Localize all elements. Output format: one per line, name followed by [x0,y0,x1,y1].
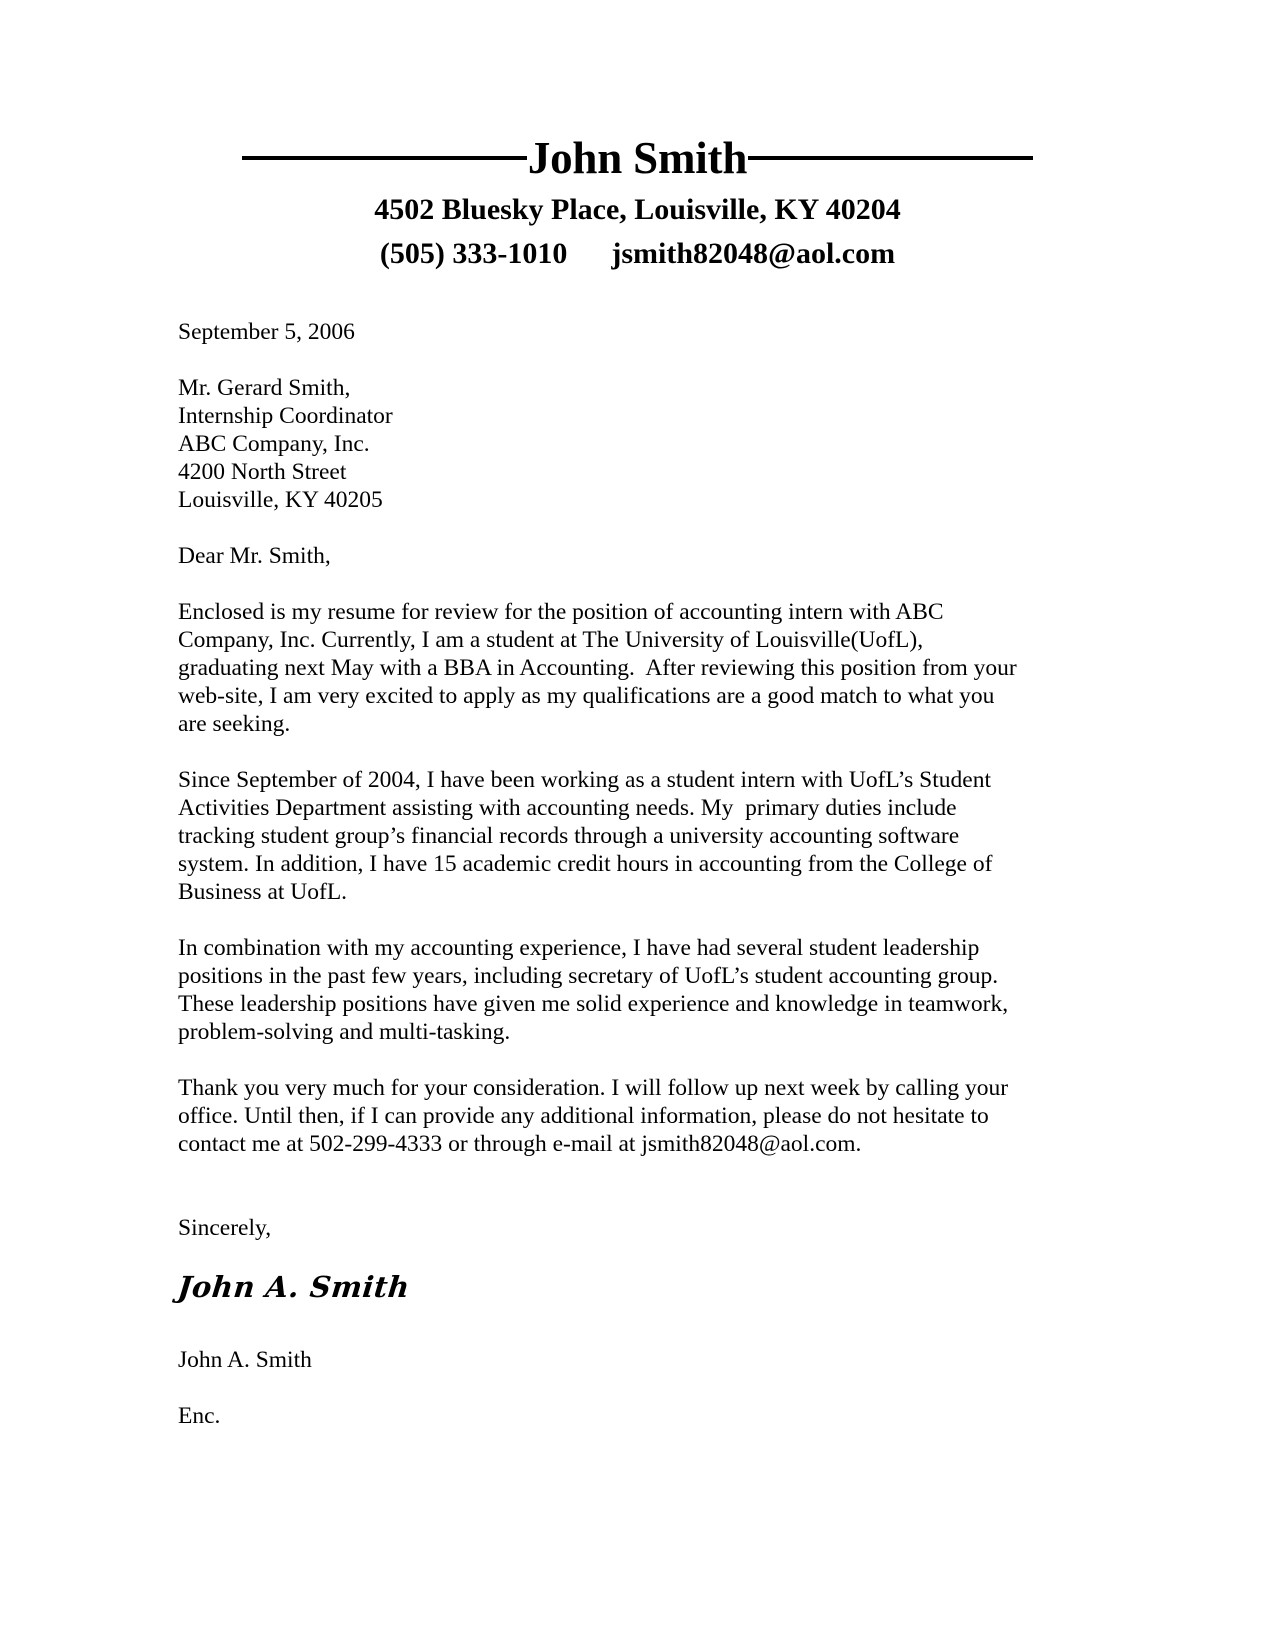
letterhead-phone: (505) 333-1010 [379,237,568,270]
spacer-after-paragraph-3 [178,1046,1034,1074]
letter-date: September 5, 2006 [178,319,355,345]
paragraph-line: These leadership positions have given me solid experience and knowledge in teamwork, [178,991,1009,1017]
paragraph-line: positions in the past few years, including secretary of UofL’s student accounting group. [178,963,999,989]
paragraph-line: tracking student group’s financial records through a university accounting software [178,823,960,849]
letterhead-email: jsmith82048@aol.com [611,237,896,270]
signature-typed-name: John A. Smith [178,1347,312,1373]
letterhead-name: John Smith [527,133,748,183]
body-paragraph-3 [178,934,1034,1046]
paragraph-line: are seeking. [178,711,291,737]
spacer-after-signature [178,1304,1034,1332]
letterhead-contact-row [0,234,1275,274]
spacer-after-typed-name [178,1374,1034,1402]
recipient-line: Mr. Gerard Smith, [178,375,351,401]
recipient-line: 4200 North Street [178,459,347,485]
recipient-address-block [178,374,1034,514]
recipient-line: ABC Company, Inc. [178,431,370,457]
recipient-line: Internship Coordinator [178,403,393,429]
spacer-after-closing [178,1242,1034,1270]
spacer-after-recipient [178,514,1034,542]
spacer-before-closing-a [178,1158,1034,1186]
paragraph-line: Enclosed is my resume for review for the position of accounting intern with ABC [178,599,944,625]
paragraph-line: In combination with my accounting experience, I have had several student leadership [178,935,980,961]
letterhead-address: 4502 Bluesky Place, Louisville, KY 40204 [374,193,901,226]
spacer-after-date [178,346,1034,374]
paragraph-line: office. Until then, if I can provide any additional information, please do not hesitate to [178,1103,989,1129]
letter-body [178,318,1034,1430]
paragraph-line: contact me at 502-299-4333 or through e-mail at jsmith82048@aol.com. [178,1131,862,1157]
salutation: Dear Mr. Smith, [178,543,331,569]
paragraph-line: Since September of 2004, I have been working as a student intern with UofL’s Student [178,767,991,793]
paragraph-line: Company, Inc. Currently, I am a student at The University of Louisville(UofL), [178,627,924,653]
handwritten-signature: John A. Smith [176,1270,412,1304]
letterhead [0,128,1275,274]
body-paragraph-4 [178,1074,1034,1158]
recipient-line: Louisville, KY 40205 [178,487,383,513]
spacer-after-paragraph-1 [178,738,1034,766]
letterhead-rule-left [242,156,527,160]
letterhead-name-row [0,128,1275,188]
spacer-after-paragraph-2 [178,906,1034,934]
body-paragraph-1 [178,598,1034,738]
spacer-after-salutation [178,570,1034,598]
paragraph-line: web-site, I am very excited to apply as my qualifications are a good match to what you [178,683,995,709]
closing-salutation: Sincerely, [178,1215,272,1241]
body-paragraph-2 [178,766,1034,906]
letterhead-rule-right [748,156,1033,160]
paragraph-line: Thank you very much for your consideration. I will follow up next week by calling your [178,1075,1009,1101]
paragraph-line: Activities Department assisting with accounting needs. My primary duties include [178,795,957,821]
paragraph-line: problem-solving and multi-tasking. [178,1019,511,1045]
paragraph-line: Business at UofL. [178,879,348,905]
paragraph-line: graduating next May with a BBA in Accounting. After reviewing this position from your [178,655,1017,681]
enclosure-note: Enc. [178,1403,221,1429]
spacer-after-signature-half [178,1332,1034,1346]
spacer-before-closing-b [178,1186,1034,1214]
signature-block [178,1270,1034,1304]
paragraph-line: system. In addition, I have 15 academic credit hours in accounting from the College of [178,851,993,877]
